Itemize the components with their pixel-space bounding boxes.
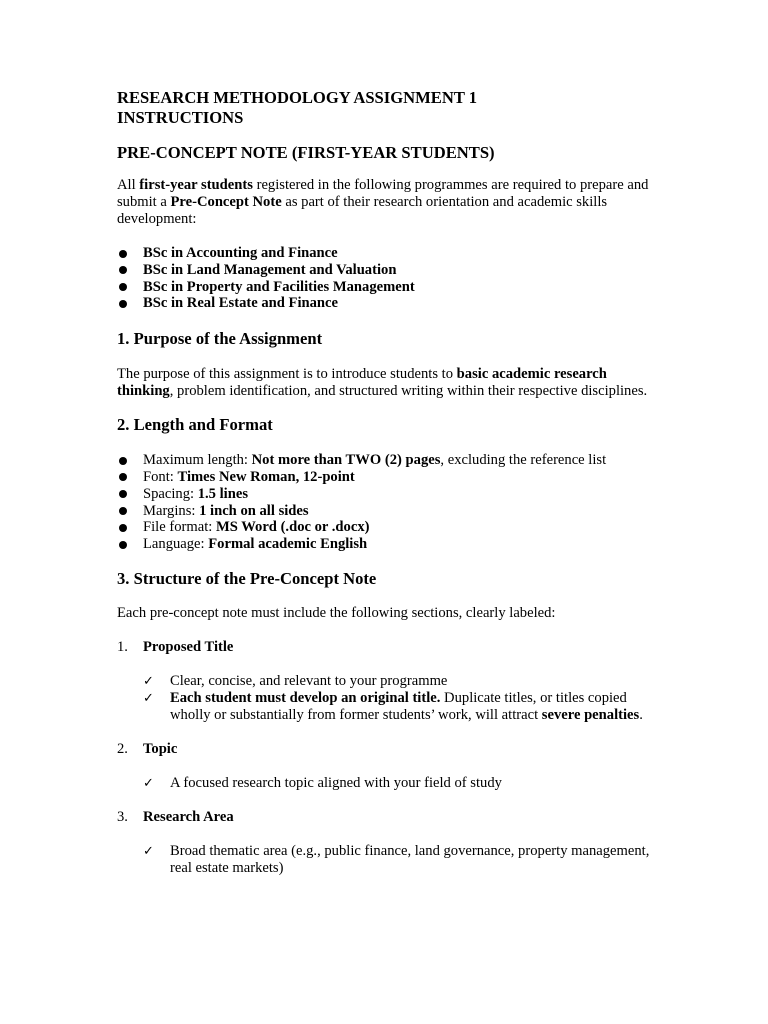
format-value: Times New Roman, 12-point [177, 468, 355, 485]
requirement-text: Duplicate titles, or titles copied wholly or substantially from former students’ work, will attract [170, 689, 627, 723]
requirement-item [143, 843, 653, 877]
intro-bold-2: Pre-Concept Note [170, 194, 282, 210]
checkmark-icon: ✓ [143, 673, 154, 689]
bullet-icon [119, 524, 127, 532]
format-item [117, 503, 653, 520]
intro-text-1: All [117, 177, 140, 193]
format-label: File format: [143, 519, 216, 536]
programme-item [117, 262, 653, 279]
section-3-heading: 3. Structure of the Pre-Concept Note [117, 568, 377, 588]
requirement-bold-2: severe penalties [541, 706, 640, 723]
document-subtitle: PRE-CONCEPT NOTE (FIRST-YEAR STUDENTS) [117, 143, 495, 162]
bullet-icon [119, 266, 127, 274]
bullet-icon [119, 507, 127, 515]
section-1-text-2: , problem identification, and structured writing within their respective disciplines. [169, 383, 648, 400]
format-label: Language: [143, 536, 209, 553]
format-label: Font: [143, 468, 178, 485]
format-value: 1.5 lines [197, 485, 249, 502]
requirement-text: Broad thematic area (e.g., public finance, land governance, property management, real estate markets) [170, 842, 650, 876]
requirement-item [143, 690, 653, 724]
document-page [117, 88, 653, 877]
programme-name: BSc in Real Estate and Finance [143, 295, 338, 312]
format-suffix: , excluding the reference list [440, 452, 607, 469]
format-item [117, 486, 653, 503]
intro-paragraph [117, 177, 653, 228]
programme-item [117, 245, 653, 262]
requirement-bold: Each student must develop an original title. [170, 689, 441, 706]
title-line-1: RESEARCH METHODOLOGY ASSIGNMENT 1 [117, 88, 478, 107]
title-requirements [143, 673, 653, 724]
section-1-bold: basic academic research thinking [117, 366, 607, 400]
programme-name: BSc in Property and Facilities Management [143, 278, 415, 295]
programme-item [117, 295, 653, 312]
item-title: Topic [143, 740, 178, 757]
programme-item [117, 279, 653, 296]
section-1-paragraph [117, 366, 653, 400]
requirement-text: Clear, concise, and relevant to your programme [170, 672, 448, 689]
format-value: Not more than TWO (2) pages [251, 452, 441, 469]
structure-item-topic [117, 741, 653, 758]
section-2-heading: 2. Length and Format [117, 415, 273, 435]
item-title: Proposed Title [143, 638, 234, 655]
item-title: Research Area [143, 808, 234, 825]
format-value: 1 inch on all sides [199, 502, 309, 519]
format-value: MS Word (.doc or .docx) [215, 519, 370, 536]
intro-text-3: as part of their research orientation and academic skills development: [117, 194, 608, 227]
format-list [117, 452, 653, 553]
programme-name: BSc in Accounting and Finance [143, 245, 338, 261]
structure-item-research-area [117, 809, 653, 826]
topic-requirements [143, 775, 653, 792]
item-number: 2. [117, 740, 128, 757]
format-item [117, 519, 653, 536]
section-1-text-1: The purpose of this assignment is to introduce students to [117, 366, 457, 383]
requirement-text: A focused research topic aligned with your field of study [170, 774, 502, 791]
format-value: Formal academic English [208, 536, 368, 553]
bullet-icon [119, 300, 127, 308]
checkmark-icon: ✓ [143, 775, 154, 791]
section-3-intro: Each pre-concept note must include the following sections, clearly labeled: [117, 604, 556, 621]
programme-name: BSc in Land Management and Valuation [143, 261, 397, 278]
intro-bold-1: first-year students [139, 177, 253, 193]
bullet-icon [119, 283, 127, 291]
format-label: Margins: [143, 502, 200, 519]
requirement-item [143, 673, 653, 690]
document-title [117, 88, 653, 128]
bullet-icon [119, 457, 127, 465]
structure-item-title [117, 639, 653, 656]
format-label: Maximum length: [143, 452, 252, 469]
bullet-icon [119, 473, 127, 481]
checkmark-icon: ✓ [143, 690, 154, 706]
format-item [117, 452, 653, 469]
item-number: 1. [117, 638, 128, 655]
requirement-item [143, 775, 653, 792]
intro-text-2: registered in the following programmes are required to prepare and submit a [117, 177, 649, 210]
title-line-2: INSTRUCTIONS [117, 108, 244, 127]
bullet-icon [119, 250, 127, 258]
format-item [117, 469, 653, 486]
format-item [117, 536, 653, 553]
item-number: 3. [117, 808, 128, 825]
programme-list [117, 245, 653, 312]
requirement-end: . [639, 706, 643, 723]
format-label: Spacing: [143, 485, 198, 502]
checkmark-icon: ✓ [143, 843, 154, 859]
research-area-requirements [143, 843, 653, 877]
section-1-heading: 1. Purpose of the Assignment [117, 329, 323, 349]
bullet-icon [119, 490, 127, 498]
bullet-icon [119, 541, 127, 549]
